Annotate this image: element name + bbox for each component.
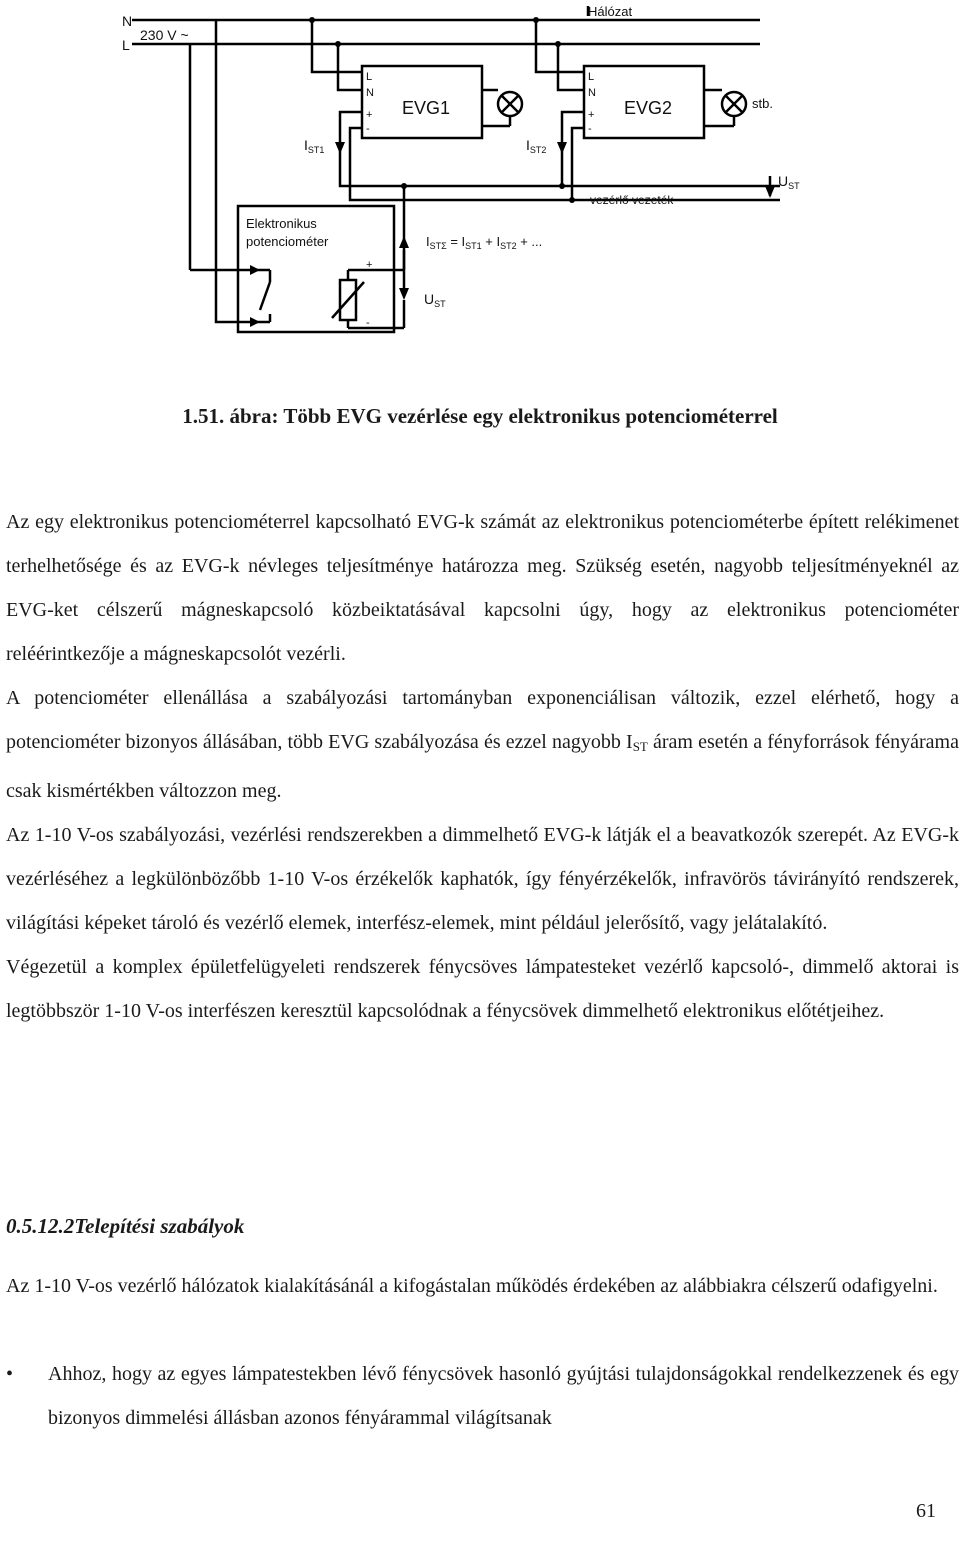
paragraph-2-end: áram esetén a fényforrások fényárama csak kismértékben változzon meg. [6, 731, 959, 802]
junction-dot [401, 183, 407, 189]
bullet-text: Ahhoz, hogy az egyes lámpatestekben lévő fénycsövek hasonló gyújtási tulajdonságokkal rendelkezzenek és egy bizonyos dimmelési állásban azonos fényárammal világítsanak [48, 1363, 959, 1429]
relay-contact-lever [260, 282, 270, 310]
label-ist2: $I_{ST2}$ [526, 137, 547, 155]
control-minus-evg2 [572, 128, 584, 200]
pot-label-line2: potenciométer [246, 234, 329, 249]
body-text [6, 500, 959, 1033]
bullet-icon: • [6, 1363, 14, 1385]
junction-dot [335, 41, 341, 47]
junction-dot [555, 41, 561, 47]
label-sum-formula: $I_{ST\Sigma} = I_{ST1} + I_{ST2}$ + ... [426, 234, 543, 251]
junction-dot [533, 17, 539, 23]
label-ust: $U_{ST}$ [778, 173, 800, 191]
evg2-term-plus: + [588, 109, 595, 121]
label-control-line: vezérlő vezeték [590, 193, 674, 207]
label-network: Hálózat [588, 4, 633, 19]
junction-dot [309, 17, 315, 23]
label-ist1: $I_{ST1}$ [304, 137, 325, 155]
relay-arrow-top [250, 265, 260, 275]
ust-arrowhead [765, 186, 775, 198]
section-intro [6, 1264, 959, 1308]
pot-minus: - [366, 317, 370, 329]
wire-l-evg2 [558, 44, 584, 90]
circuit-diagram [100, 0, 840, 340]
relay-wire-bottom [216, 242, 270, 322]
section-intro-text: Az 1-10 V-os vezérlő hálózatok kialakításánál a kifogástalan működés érdekében az alábbiakra célszerű odafigyelni. [6, 1275, 938, 1297]
ist-symbol: I [626, 731, 633, 753]
paragraph-2 [6, 676, 959, 813]
evg1-term-l: L [366, 71, 373, 83]
evg2-term-minus: - [588, 123, 592, 135]
section-title: 0.5.12.2Telepítési szabályok [6, 1214, 245, 1238]
label-ust2: $U_{ST}$ [424, 291, 446, 309]
ist-subscript: ST [632, 739, 648, 754]
evg2-term-l: L [588, 71, 595, 83]
paragraph-2-start: A potenciométer ellenállása a szabályozási tartományban exponenciálisan változik, ezzel elérhető, hogy a potenciométer bizonyos állásában, több EVG szabályozása és ezzel nagyobb [6, 687, 959, 753]
evg2-label: EVG2 [624, 98, 673, 118]
evg1-label: EVG1 [402, 98, 451, 118]
pot-plus: + [366, 259, 373, 271]
pot-resistor-slash [332, 282, 364, 318]
paragraph-4: Végezetül a komplex épületfelügyeleti rendszerek fénycsöves lámpatesteket vezérlő kapcsoló-, dimmelő aktorai is legtöbbször 1-10 V-os interfészen keresztül kapcsolódnak a fénycsövek dimmelhető elektronikus előtétjeihez. [6, 956, 959, 1022]
evg1-term-plus: + [366, 109, 373, 121]
evg1-term-minus: - [366, 123, 370, 135]
evg2-term-n: N [588, 87, 596, 99]
circuit-diagram-svg [100, 0, 840, 340]
label-voltage: 230 V ~ [140, 27, 189, 43]
pot-label-line1: Elektronikus [246, 216, 317, 231]
evg1-term-n: N [366, 87, 374, 99]
junction-dot [569, 197, 575, 203]
bullet-item [6, 1352, 959, 1440]
ist2-arrowhead [557, 142, 567, 154]
figure-caption: 1.51. ábra: Több EVG vezérlése egy elektronikus potenciométerrel [182, 404, 778, 428]
ist-sum-arrowhead [399, 236, 409, 248]
ist1-arrowhead [335, 142, 345, 154]
paragraph-3: Az 1-10 V-os szabályozási, vezérlési rendszerekben a dimmelhető EVG-k látják el a beavatkozók szerepét. Az EVG-k vezérléséhez a legkülönbözőbb 1-10 V-os érzékelők kaphatók, így fényérzékelők, infravörös távirányító rendszerek, világítási képeket tároló és vezérlő elemek, interfész-elemek, mint például jelerősítő, vagy jelátalakító. [6, 824, 959, 934]
ust2-arrowhead [399, 288, 409, 300]
relay-arrow-bottom [250, 317, 260, 327]
page-number: 61 [916, 1500, 936, 1522]
wire-l-evg1 [338, 44, 362, 90]
label-etc: stb. [752, 96, 773, 111]
paragraph-1: Az egy elektronikus potenciométerrel kapcsolható EVG-k számát az elektronikus potenciométerbe épített relékimenet terhelhetősége és az EVG-k névleges teljesítménye határozza meg. Szükség esetén, nagyobb teljesítményeknél az EVG-ket célszerű mágneskapcsoló közbeiktatásával kapcsolni úgy, hogy az elektronikus potenciométer reléérintkezője a mágneskapcsolót vezérli. [6, 511, 959, 665]
junction-dot [559, 183, 565, 189]
label-n: N [122, 13, 133, 29]
label-l: L [122, 37, 130, 53]
